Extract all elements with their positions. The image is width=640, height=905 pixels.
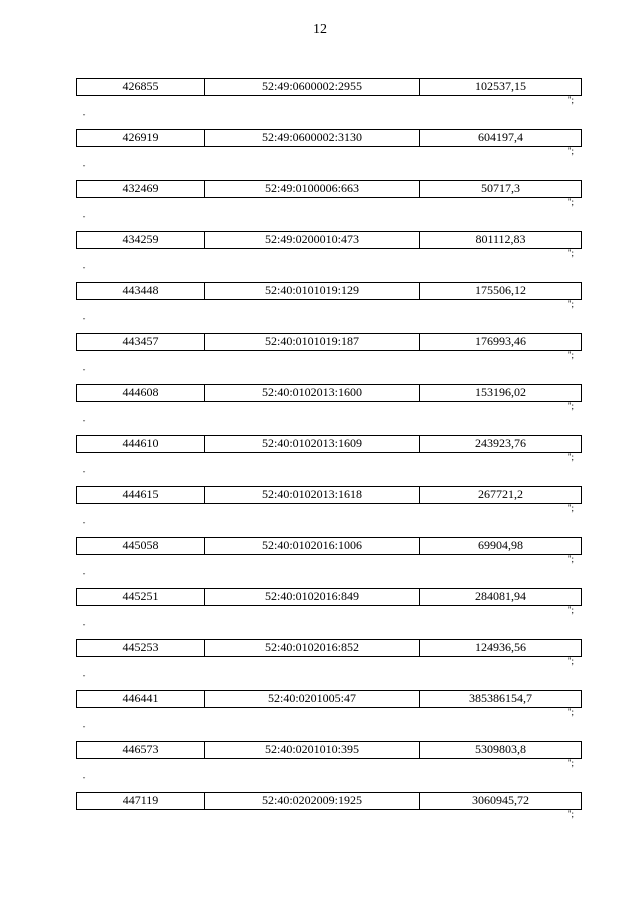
object-id-cell: 447119: [77, 793, 205, 810]
cadastral-value-cell: 385386154,7: [420, 691, 582, 708]
cadastral-value-cell: 284081,94: [420, 589, 582, 606]
row-block: [76, 639, 580, 690]
cadastral-value-cell: 3060945,72: [420, 793, 582, 810]
object-id-cell: 445251: [77, 589, 205, 606]
opening-quote-mark: ": [83, 675, 86, 681]
opening-quote-mark: ": [83, 777, 86, 783]
object-id-cell: 446573: [77, 742, 205, 759]
cadastral-number-cell: 52:40:0102013:1600: [205, 385, 420, 402]
table-row: [76, 741, 582, 759]
cadastral-value-cell: 801112,83: [420, 232, 582, 249]
closing-quote-mark: ";: [567, 656, 574, 666]
opening-quote-mark: ": [83, 318, 86, 324]
opening-quote-mark: ": [83, 420, 86, 426]
table-row: [76, 435, 582, 453]
row-block: [76, 231, 580, 282]
cadastral-number-cell: 52:49:0600002:2955: [205, 79, 420, 96]
opening-quote-mark: ": [83, 726, 86, 732]
cadastral-number-cell: 52:40:0102013:1609: [205, 436, 420, 453]
table-row-line: [77, 640, 582, 657]
cadastral-value-cell: 124936,56: [420, 640, 582, 657]
object-id-cell: 444608: [77, 385, 205, 402]
closing-quote-mark: ";: [567, 605, 574, 615]
table-row-line: [77, 79, 582, 96]
cadastral-value-cell: 5309803,8: [420, 742, 582, 759]
table-row-line: [77, 334, 582, 351]
row-block: [76, 792, 580, 843]
opening-quote-mark: ": [83, 114, 86, 120]
row-block: [76, 588, 580, 639]
closing-quote-mark: ";: [567, 452, 574, 462]
table-row-line: [77, 436, 582, 453]
object-id-cell: 434259: [77, 232, 205, 249]
table-row-line: [77, 589, 582, 606]
cadastral-number-cell: 52:49:0200010:473: [205, 232, 420, 249]
table-row: [76, 129, 582, 147]
closing-quote-mark: ";: [567, 146, 574, 156]
object-id-cell: 445253: [77, 640, 205, 657]
table-row-line: [77, 130, 582, 147]
opening-quote-mark: ": [83, 216, 86, 222]
object-id-cell: 426919: [77, 130, 205, 147]
cadastral-number-cell: 52:40:0202009:1925: [205, 793, 420, 810]
object-id-cell: 432469: [77, 181, 205, 198]
row-block: [76, 129, 580, 180]
row-block: [76, 435, 580, 486]
object-id-cell: 443457: [77, 334, 205, 351]
row-block: [76, 180, 580, 231]
cadastral-value-cell: 102537,15: [420, 79, 582, 96]
table-row: [76, 486, 582, 504]
page-number: 12: [313, 22, 327, 37]
opening-quote-mark: ": [83, 522, 86, 528]
table-row: [76, 78, 582, 96]
table-row-line: [77, 793, 582, 810]
table-row-line: [77, 181, 582, 198]
row-block: [76, 741, 580, 792]
object-id-cell: 446441: [77, 691, 205, 708]
closing-quote-mark: ";: [567, 197, 574, 207]
cadastral-number-cell: 52:40:0201010:395: [205, 742, 420, 759]
opening-quote-mark: ": [83, 471, 86, 477]
object-id-cell: 444615: [77, 487, 205, 504]
row-block: [76, 282, 580, 333]
cadastral-number-cell: 52:49:0600002:3130: [205, 130, 420, 147]
cadastral-value-cell: 604197,4: [420, 130, 582, 147]
closing-quote-mark: ";: [567, 248, 574, 258]
table-row-line: [77, 691, 582, 708]
cadastral-number-cell: 52:49:0100006:663: [205, 181, 420, 198]
cadastral-value-cell: 175506,12: [420, 283, 582, 300]
closing-quote-mark: ";: [567, 707, 574, 717]
cadastral-value-cell: 243923,76: [420, 436, 582, 453]
table-row: [76, 384, 582, 402]
closing-quote-mark: ";: [567, 401, 574, 411]
table-row: [76, 639, 582, 657]
cadastral-number-cell: 52:40:0102016:1006: [205, 538, 420, 555]
cadastral-value-cell: 50717,3: [420, 181, 582, 198]
cadastral-number-cell: 52:40:0102016:849: [205, 589, 420, 606]
table-row: [76, 690, 582, 708]
table-row: [76, 333, 582, 351]
opening-quote-mark: ": [83, 624, 86, 630]
object-id-cell: 445058: [77, 538, 205, 555]
table-row-line: [77, 538, 582, 555]
closing-quote-mark: ";: [567, 758, 574, 768]
object-id-cell: 443448: [77, 283, 205, 300]
object-id-cell: 444610: [77, 436, 205, 453]
table-row: [76, 588, 582, 606]
table-row-line: [77, 385, 582, 402]
row-block: [76, 486, 580, 537]
opening-quote-mark: ": [83, 573, 86, 579]
row-block: [76, 333, 580, 384]
closing-quote-mark: ";: [567, 350, 574, 360]
table-row: [76, 792, 582, 810]
row-block: [76, 537, 580, 588]
table-row: [76, 231, 582, 249]
opening-quote-mark: ": [83, 267, 86, 273]
cadastral-number-cell: 52:40:0101019:129: [205, 283, 420, 300]
row-block: [76, 384, 580, 435]
table-row: [76, 282, 582, 300]
amendment-rows: [76, 78, 580, 843]
table-row: [76, 180, 582, 198]
table-row-line: [77, 232, 582, 249]
cadastral-number-cell: 52:40:0102016:852: [205, 640, 420, 657]
cadastral-value-cell: 176993,46: [420, 334, 582, 351]
closing-quote-mark: ";: [567, 809, 574, 819]
table-row-line: [77, 487, 582, 504]
row-block: [76, 690, 580, 741]
table-row-line: [77, 283, 582, 300]
closing-quote-mark: ";: [567, 554, 574, 564]
cadastral-number-cell: 52:40:0101019:187: [205, 334, 420, 351]
closing-quote-mark: ";: [567, 503, 574, 513]
closing-quote-mark: ";: [567, 95, 574, 105]
object-id-cell: 426855: [77, 79, 205, 96]
table-row: [76, 537, 582, 555]
opening-quote-mark: ": [83, 165, 86, 171]
cadastral-value-cell: 153196,02: [420, 385, 582, 402]
table-row-line: [77, 742, 582, 759]
cadastral-value-cell: 69904,98: [420, 538, 582, 555]
row-block: [76, 78, 580, 129]
closing-quote-mark: ";: [567, 299, 574, 309]
opening-quote-mark: ": [83, 369, 86, 375]
cadastral-value-cell: 267721,2: [420, 487, 582, 504]
cadastral-number-cell: 52:40:0201005:47: [205, 691, 420, 708]
cadastral-number-cell: 52:40:0102013:1618: [205, 487, 420, 504]
